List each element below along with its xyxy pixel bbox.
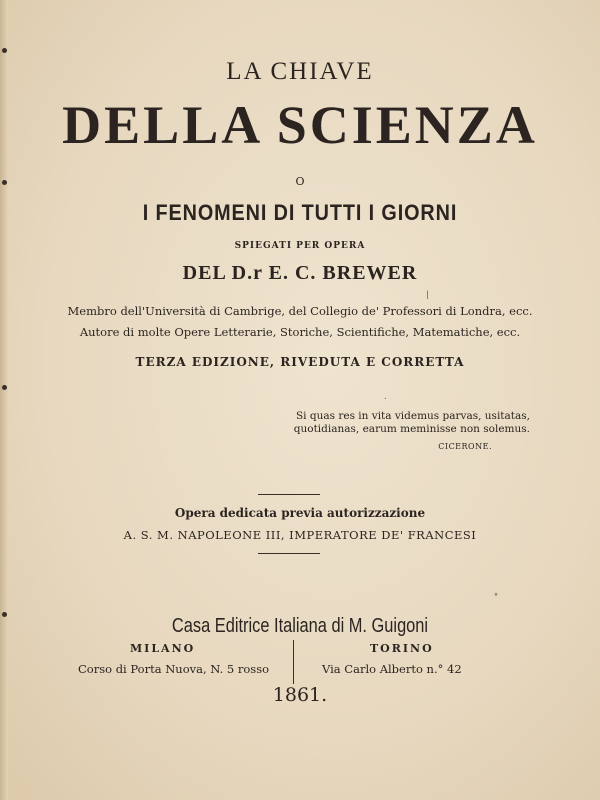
publication-year: 1861. [272,684,328,706]
ink-mark: . [384,392,387,401]
epigraph [240,410,530,453]
ink-mark: | [426,290,429,299]
right-address: Via Carlo Alberto n.° 42 [322,662,462,676]
stitch-hole [2,385,7,390]
title-line-1: LA CHIAVE [226,58,374,85]
city-separator [293,640,294,684]
publisher-name: Casa Editrice Italiana di M. Guigoni [171,615,429,637]
left-address: Corso di Porta Nuova, N. 5 rosso [78,662,270,676]
divider-top [258,494,320,495]
author-credit-2: Autore di molte Opere Letterarie, Storiche, Scientifiche, Matematiche, ecc. [79,325,521,339]
stitch-hole [2,48,7,53]
title-line-2: DELLA SCIENZA [62,95,538,155]
dedication-line-1: Opera dedicata previa autorizzazione [174,506,426,520]
right-city: TORINO [370,642,434,655]
author-credit-1: Membro dell'Università di Cambrige, del Collegio de' Professori di Londra, ecc. [67,304,533,318]
subtitle: I FENOMENI DI TUTTI I GIORNI [142,200,458,225]
epigraph-author: CICERONE. [438,442,492,451]
left-city: MILANO [130,642,196,655]
edition-note: TERZA EDIZIONE, RIVEDUTA E CORRETTA [135,355,465,369]
stitch-hole [2,612,7,617]
dedication-line-2: A. S. M. NAPOLEONE III, IMPERATORE DE' FRANCESI [123,528,477,542]
divider-bottom [258,553,320,554]
epigraph-line-1: Si quas res in vita videmus parvas, usitatas, [295,410,530,422]
author-name: DEL D.r E. C. BREWER [182,262,418,284]
author-intro: SPIEGATI PER OPERA [234,241,366,251]
title-conjunction: O [295,175,305,188]
epigraph-line-2: quotidianas, earum meminisse non solemus. [293,423,530,435]
ink-mark: ° [494,592,498,601]
